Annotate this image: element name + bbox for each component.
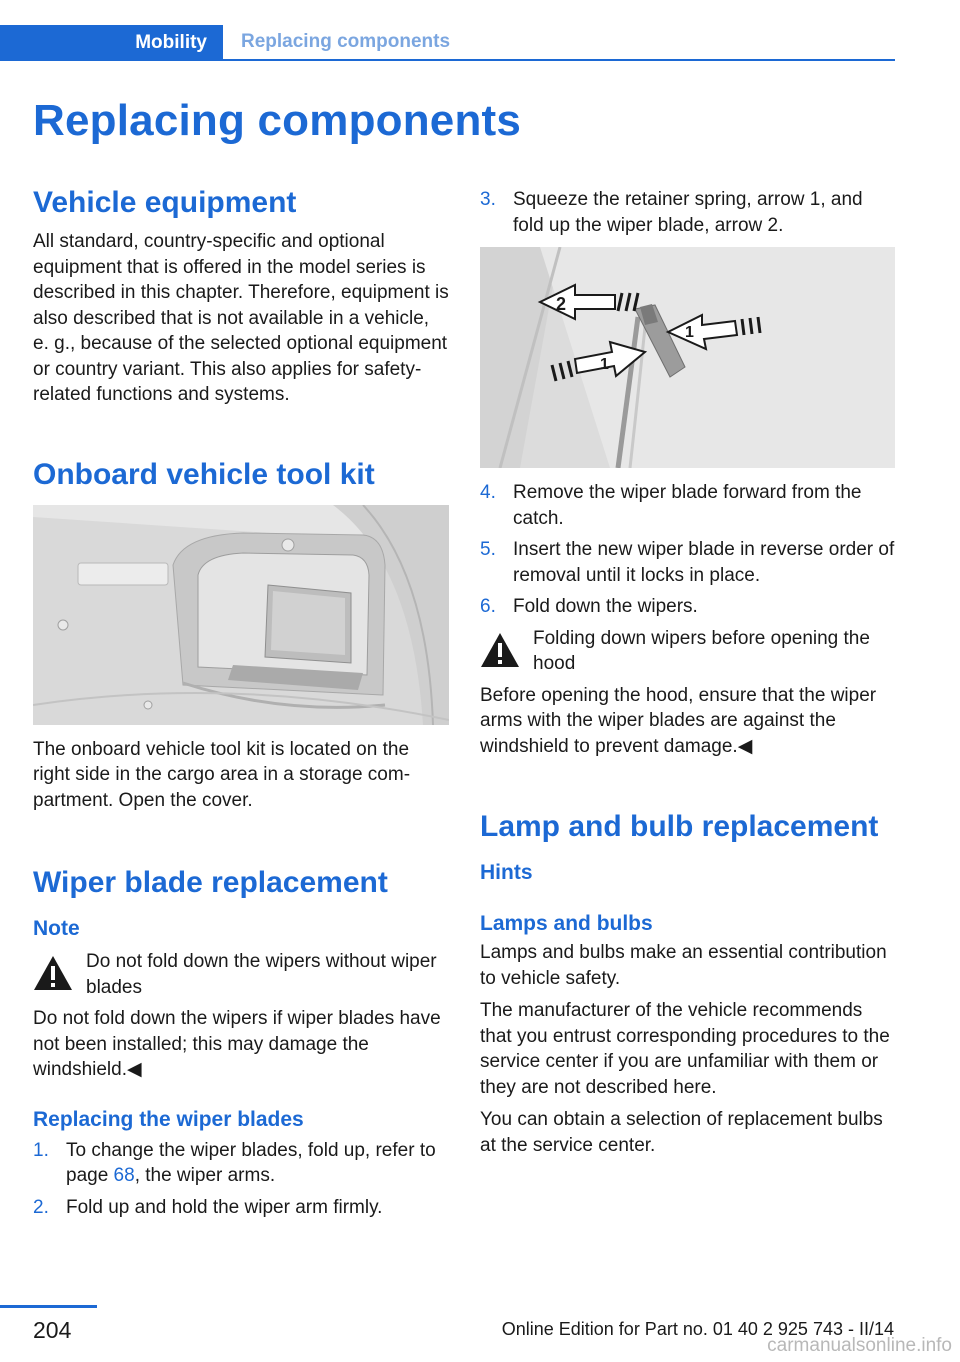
page-title: Replacing components	[33, 96, 522, 145]
breadcrumb[interactable]: Replacing components	[241, 31, 451, 52]
page-header	[0, 25, 895, 61]
section-tab[interactable]: Mobility	[0, 25, 223, 61]
vehicle-equipment-text: All standard, country-specific and optional equipment that is offered in the model series is described in this chapter. Therefore, equipment is also described that is not available in a vehicle, e. g., because of the selected optional equipment or country variant. This also applies for safety-related functions and systems.	[33, 231, 449, 405]
list-item: 4. Remove the wiper blade forward from the catch.	[480, 482, 862, 529]
warning-triangle-icon	[33, 955, 73, 991]
step-number: 4.	[480, 482, 496, 503]
warning-hood	[480, 626, 896, 677]
left-column	[33, 185, 449, 1226]
steps-list-right-a	[480, 187, 896, 238]
list-item: 5. Insert the new wiper blade in reverse order of removal until it locks in place.	[480, 539, 895, 586]
step-number: 6.	[480, 596, 496, 617]
tool-kit-text: The onboard vehicle tool kit is located on the right side in the cargo area in a storage compartment. Open the cover.	[33, 738, 411, 811]
wiper-heading: Wiper blade replacement	[33, 866, 388, 899]
step-number: 1.	[33, 1139, 49, 1161]
wiper-blade-illustration	[480, 247, 895, 468]
footer-rule	[0, 1305, 97, 1308]
tool-kit-figure	[33, 505, 449, 725]
list-item: 6. Fold down the wipers.	[480, 594, 896, 620]
warning-triangle-icon	[480, 632, 520, 668]
lamps-bulbs-heading: Lamps and bulbs	[480, 912, 653, 935]
warning-title: Folding down wipers before opening the hood	[533, 627, 870, 674]
step-number: 3.	[480, 189, 496, 210]
cargo-area-illustration	[33, 505, 449, 725]
tool-kit-heading: Onboard vehicle tool kit	[33, 457, 375, 491]
lamp-text-3: You can obtain a selection of replacement bulbs at the service center.	[480, 1109, 883, 1156]
hints-heading: Hints	[480, 861, 533, 884]
lamp-text-2: The manufacturer of the vehicle recommends that you entrust corresponding procedures to the service center if you are unfamiliar with them or they are not described here.	[480, 1000, 890, 1098]
lamp-heading: Lamp and bulb replacement	[480, 810, 879, 843]
steps-list-left	[33, 1138, 449, 1221]
watermark: carmanualsonline.info	[767, 1335, 952, 1356]
lamp-text-1: Lamps and bulbs make an essential contribution to vehicle safety.	[480, 942, 887, 989]
replacing-heading: Replacing the wiper blades	[33, 1107, 304, 1131]
list-item: 2. Fold up and hold the wiper arm firmly.	[33, 1195, 449, 1221]
svg-text:1: 1	[600, 356, 609, 373]
page-number: 204	[33, 1317, 72, 1343]
vehicle-equipment-heading: Vehicle equipment	[33, 186, 297, 219]
svg-text:2: 2	[556, 294, 567, 314]
warning-text: Do not fold down the wipers if wiper blades have not been installed; this may damage the windshield.◀	[33, 1008, 441, 1080]
warning-text: Before opening the hood, ensure that the wiper arms with the wiper blades are against the windshield to prevent damage.◀	[480, 684, 877, 757]
page-link[interactable]: 68	[113, 1165, 135, 1186]
step-number: 5.	[480, 539, 496, 560]
list-item: 1. To change the wiper blades, fold up, refer to page 68, the wiper arms.	[33, 1139, 436, 1186]
warning-no-blades	[33, 949, 449, 1000]
wiper-figure	[480, 247, 895, 468]
right-column	[480, 187, 896, 1158]
edition-note: Online Edition for Part no. 01 40 2 925 743 - II/14	[501, 1319, 894, 1339]
warning-title: Do not fold down the wipers without wiper blades	[86, 951, 437, 998]
list-item: 3. Squeeze the retainer spring, arrow 1, and fold up the wiper blade, arrow 2.	[480, 189, 863, 236]
steps-list-right-b	[480, 480, 896, 620]
note-heading: Note	[33, 917, 80, 940]
step-number: 2.	[33, 1196, 49, 1218]
svg-text:1: 1	[685, 324, 694, 341]
header-rule	[0, 59, 895, 61]
